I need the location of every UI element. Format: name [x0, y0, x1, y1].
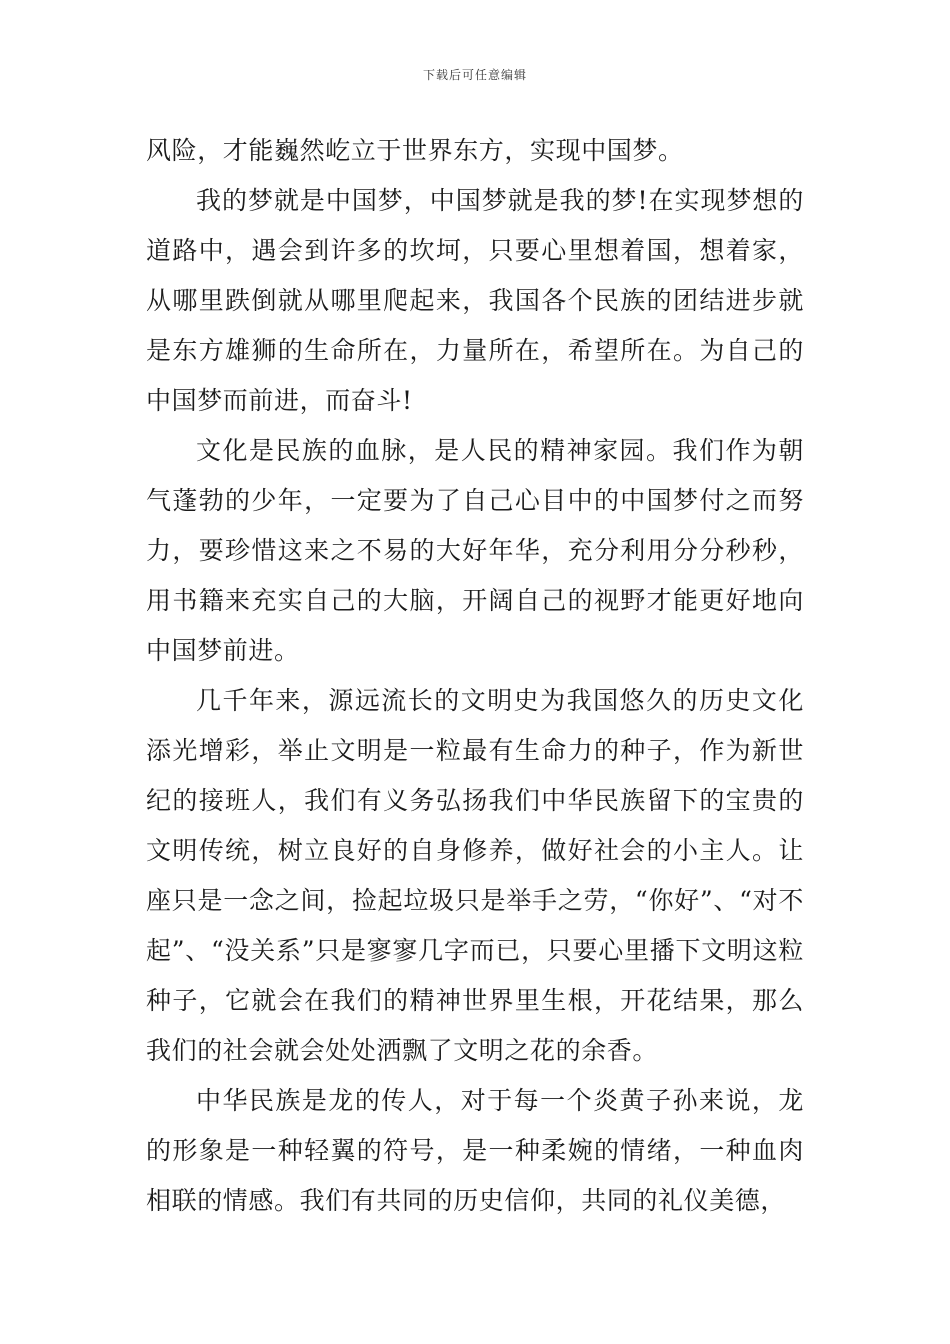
document-body: [146, 126, 804, 1226]
paragraph: 文化是民族的血脉，是人民的精神家园。我们作为朝气蓬勃的少年，一定要为了自己心目中的中国梦付之而努力，要珍惜这来之不易的大好年华，充分利用分分秒秒，用书籍来充实自己的大脑，开阔自己的视野才能更好地向中国梦前进。: [146, 436, 804, 665]
page-header: 下载后可任意编辑: [422, 68, 527, 82]
paragraph: 我的梦就是中国梦，中国梦就是我的梦!在实现梦想的道路中，遇会到许多的坎坷，只要心里想着国，想着家，从哪里跌倒就从哪里爬起来，我国各个民族的团结进步就是东方雄狮的生命所在，力量所在，希望所在。为自己的中国梦而前进，而奋斗!: [146, 186, 804, 415]
paragraph: 中华民族是龙的传人，对于每一个炎黄子孙来说，龙的形象是一种轻翼的符号，是一种柔婉的情绪，一种血肉相联的情感。我们有共同的历史信仰，共同的礼仪美德，: [146, 1086, 804, 1215]
paragraph-continuation: 风险，才能巍然屹立于世界东方，实现中国梦。: [146, 136, 684, 165]
paragraph: 几千年来，源远流长的文明史为我国悠久的历史文化添光增彩，举止文明是一粒最有生命力的种子，作为新世纪的接班人，我们有义务弘扬我们中华民族留下的宝贵的文明传统，树立良好的自身修养，做好社会的小主人。让座只是一念之间，捡起垃圾只是举手之劳，“你好”、“对不起”、“没关系”只是寥寥几字而已，只要心里播下文明这粒种子，它就会在我们的精神世界里生根，开花结果，那么我们的社会就会处处洒飘了文明之花的余香。: [146, 686, 804, 1065]
